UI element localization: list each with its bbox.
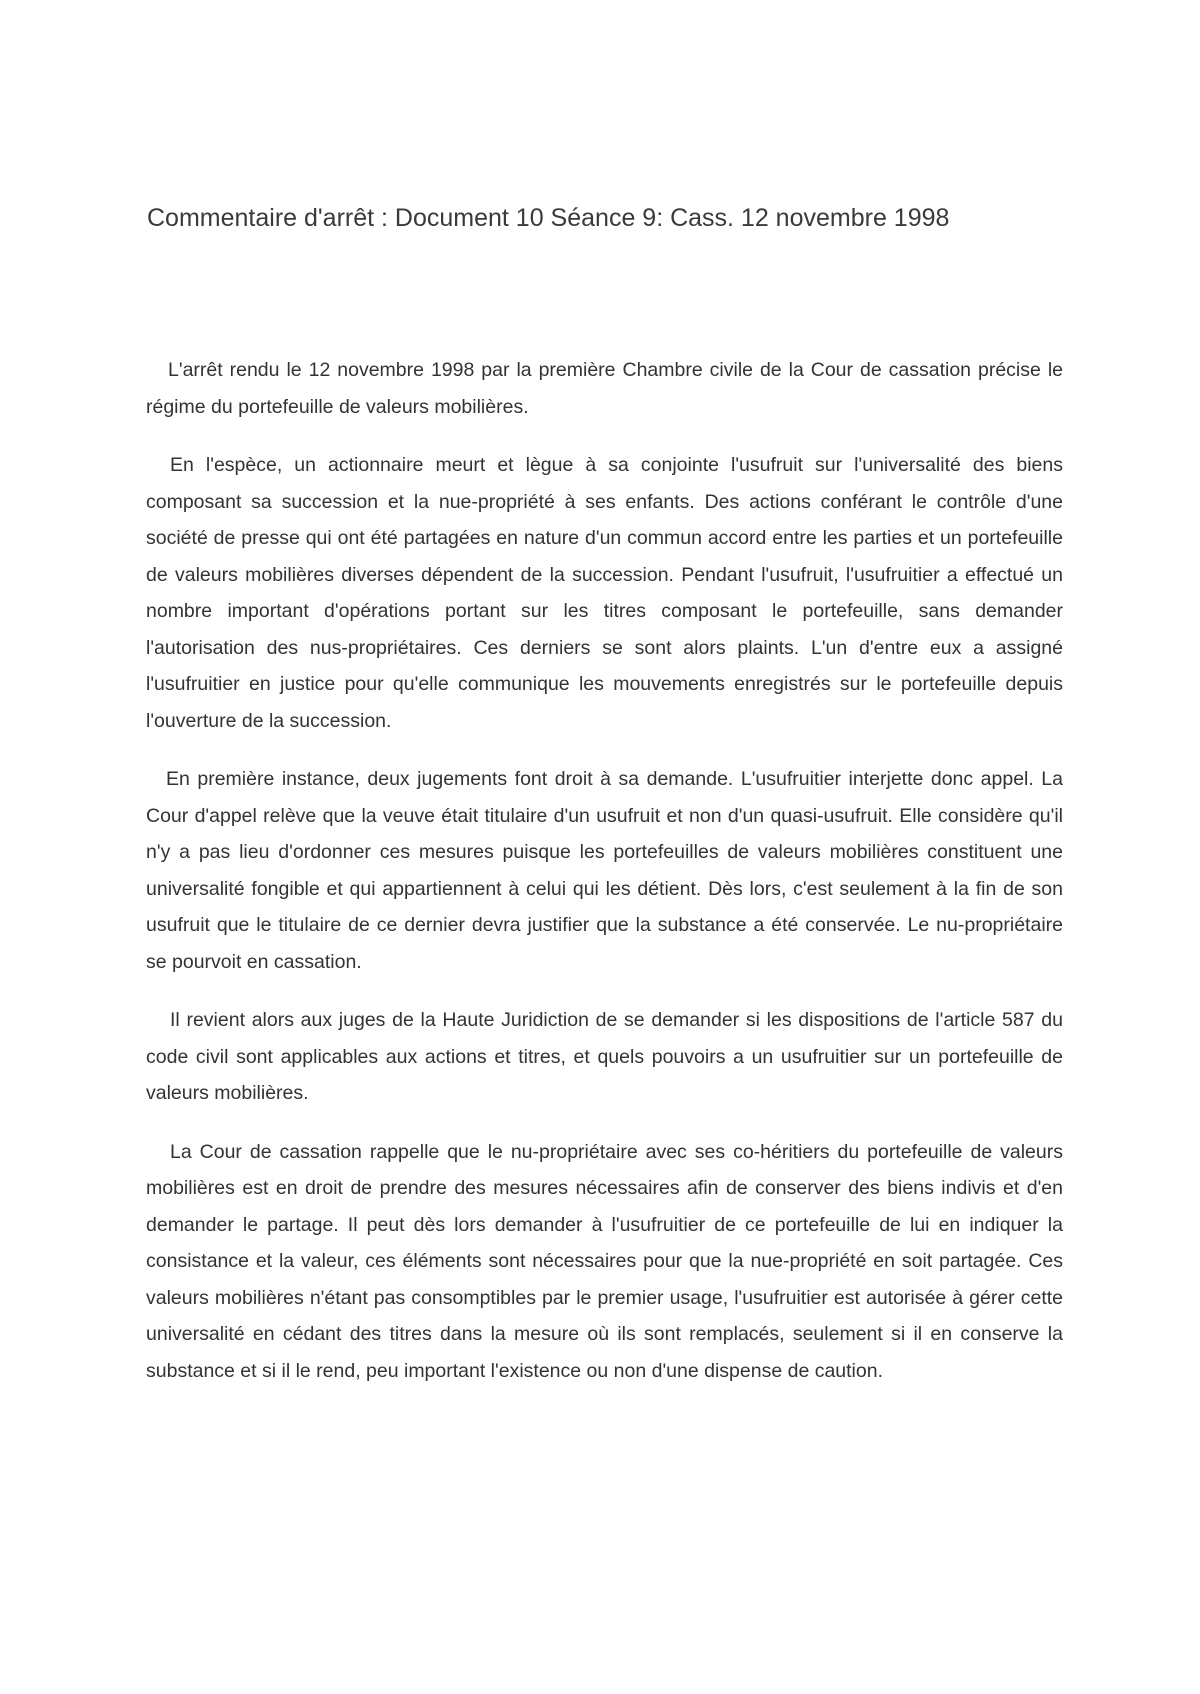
document-title: Commentaire d'arrêt : Document 10 Séance 9: Cass. 12 novembre 1998 [147, 204, 950, 232]
paragraph-solution: La Cour de cassation rappelle que le nu-propriétaire avec ses co-héritiers du portefeuille de valeurs mobilières est en droit de prendre des mesures nécessaires afin de conserver des biens indivis et d'en demander le partage. Il peut dès lors demander à l'usufruitier de ce portefeuille de lui en indiquer la consistance et la valeur, ces éléments sont nécessaires pour que la nue-propriété en soit partagée. Ces valeurs mobilières n'étant pas consomptibles par le premier usage, l'usufruitier est autorisée à gérer cette universalité en cédant des titres dans la mesure où ils sont remplacés, seulement si il en conserve la substance et si il le rend, peu important l'existence ou non d'une dispense de caution. [146, 1140, 1063, 1382]
paragraph-facts: En l'espèce, un actionnaire meurt et lègue à sa conjointe l'usufruit sur l'universalité des biens composant sa succession et la nue-propriété à ses enfants. Des actions conférant le contrôle d'une société de presse qui ont été partagées en nature d'un commun accord entre les parties et un portefeuille de valeurs mobilières diverses dépendent de la succession. Pendant l'usufruit, l'usufruitier a effectué un nombre important d'opérations portant sur les titres composant le portefeuille, sans demander l'autorisation des nus-propriétaires. Ces derniers se sont alors plaints. L'un d'entre eux a assigné l'usufruitier en justice pour qu'elle communique les mouvements enregistrés sur le portefeuille depuis l'ouverture de la succession. [146, 454, 1063, 732]
paragraph-procedure: En première instance, deux jugements font droit à sa demande. L'usufruitier interjette donc appel. La Cour d'appel relève que la veuve était titulaire d'un usufruit et non d'un quasi-usufruit. Elle considère qu'il n'y a pas lieu d'ordonner ces mesures puisque les portefeuilles de valeurs mobilières constituent une universalité fongible et qui appartiennent à celui qui les détient. Dès lors, c'est seulement à la fin de son usufruit que le titulaire de ce dernier devra justifier que la substance a été conservée. Le nu-propriétaire se pourvoit en cassation. [146, 768, 1063, 973]
paragraph-introduction: L'arrêt rendu le 12 novembre 1998 par la première Chambre civile de la Cour de cassation précise le régime du portefeuille de valeurs mobilières. [146, 359, 1063, 418]
paragraph-legal-question: Il revient alors aux juges de la Haute Juridiction de se demander si les dispositions de l'article 587 du code civil sont applicables aux actions et titres, et quels pouvoirs a un usufruitier sur un portefeuille de valeurs mobilières. [146, 1009, 1063, 1104]
document-body [146, 352, 1063, 1411]
